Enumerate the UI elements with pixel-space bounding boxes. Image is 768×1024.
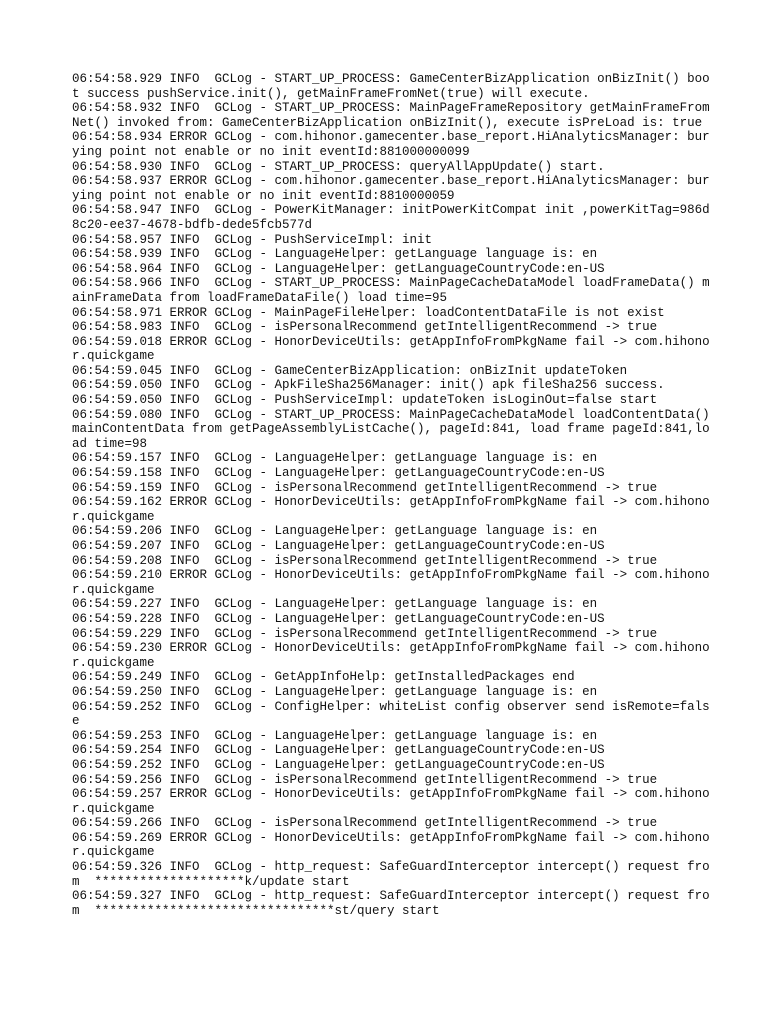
log-line: 06:54:58.947 INFO GCLog - PowerKitManager: initPowerKitCompat init ,powerKitTag=986d8c20-ee37-4678-bdfb-dede5fcb577d: [72, 203, 710, 232]
log-line: 06:54:58.983 INFO GCLog - isPersonalRecommend getIntelligentRecommend -> true: [72, 320, 658, 335]
log-line: 06:54:59.157 INFO GCLog - LanguageHelper: getLanguage language is: en: [72, 451, 598, 466]
log-line: 06:54:59.050 INFO GCLog - PushServiceImpl: updateToken isLoginOut=false start: [72, 393, 658, 408]
log-line: 06:54:58.937 ERROR GCLog - com.hihonor.gamecenter.base_report.HiAnalyticsManager: burying point not enable or no init eventId:8810000059: [72, 174, 710, 203]
log-line: 06:54:59.254 INFO GCLog - LanguageHelper: getLanguageCountryCode:en-US: [72, 743, 605, 758]
log-line: 06:54:59.269 ERROR GCLog - HonorDeviceUtils: getAppInfoFromPkgName fail -> com.hihonor.quickgame: [72, 830, 710, 860]
log-line: 06:54:59.249 INFO GCLog - GetAppInfoHelp: getInstalledPackages end: [72, 670, 575, 685]
log-line: 06:54:58.966 INFO GCLog - START_UP_PROCESS: MainPageCacheDataModel loadFrameData() mainFrameData from loadFrameDataFile() load time=95: [72, 276, 710, 305]
log-line: 06:54:59.229 INFO GCLog - isPersonalRecommend getIntelligentRecommend -> true: [72, 626, 658, 641]
log-line: 06:54:59.250 INFO GCLog - LanguageHelper: getLanguage language is: en: [72, 684, 598, 699]
log-line: 06:54:59.159 INFO GCLog - isPersonalRecommend getIntelligentRecommend -> true: [72, 480, 658, 495]
log-line: 06:54:59.253 INFO GCLog - LanguageHelper: getLanguage language is: en: [72, 728, 598, 743]
log-line: 06:54:59.206 INFO GCLog - LanguageHelper: getLanguage language is: en: [72, 524, 598, 539]
log-line: 06:54:59.227 INFO GCLog - LanguageHelper: getLanguage language is: en: [72, 597, 598, 612]
log-line: 06:54:59.158 INFO GCLog - LanguageHelper: getLanguageCountryCode:en-US: [72, 466, 605, 481]
log-line: 06:54:59.045 INFO GCLog - GameCenterBizApplication: onBizInit updateToken: [72, 363, 628, 378]
log-line: 06:54:59.327 INFO GCLog - http_request: SafeGuardInterceptor intercept() request from ********************************st/query start: [72, 889, 710, 918]
log-line: 06:54:58.929 INFO GCLog - START_UP_PROCESS: GameCenterBizApplication onBizInit() boot success pushService.init(), getMainFrameFromNet(true) will execute.: [72, 72, 710, 101]
log-document: [72, 72, 718, 918]
log-line: 06:54:59.162 ERROR GCLog - HonorDeviceUtils: getAppInfoFromPkgName fail -> com.hihonor.quickgame: [72, 495, 710, 524]
log-line: 06:54:59.326 INFO GCLog - http_request: SafeGuardInterceptor intercept() request from ********************k/update start: [72, 860, 710, 889]
log-line: 06:54:59.252 INFO GCLog - LanguageHelper: getLanguageCountryCode:en-US: [72, 757, 605, 772]
log-line: 06:54:58.932 INFO GCLog - START_UP_PROCESS: MainPageFrameRepository getMainFrameFromNet() invoked from: GameCenterBizApplication onBizInit(), execute isPreLoad is: true: [72, 101, 710, 130]
log-line: 06:54:58.971 ERROR GCLog - MainPageFileHelper: loadContentDataFile is not exist: [72, 305, 665, 320]
log-line: 06:54:59.207 INFO GCLog - LanguageHelper: getLanguageCountryCode:en-US: [72, 539, 605, 553]
log-line: 06:54:59.257 ERROR GCLog - HonorDeviceUtils: getAppInfoFromPkgName fail -> com.hihonor.quickgame: [72, 787, 710, 816]
log-line: 06:54:59.252 INFO GCLog - ConfigHelper: whiteList config observer send isRemote=false: [72, 699, 710, 729]
log-line: 06:54:58.939 INFO GCLog - LanguageHelper: getLanguage language is: en: [72, 247, 598, 262]
log-line: 06:54:59.228 INFO GCLog - LanguageHelper: getLanguageCountryCode:en-US: [72, 611, 605, 626]
log-line: 06:54:59.256 INFO GCLog - isPersonalRecommend getIntelligentRecommend -> true: [72, 772, 658, 787]
log-line: 06:54:59.050 INFO GCLog - ApkFileSha256Manager: init() apk fileSha256 success.: [72, 378, 665, 393]
log-line: 06:54:58.934 ERROR GCLog - com.hihonor.gamecenter.base_report.HiAnalyticsManager: burying point not enable or no init eventId:881000000099: [72, 130, 710, 159]
log-line: 06:54:59.230 ERROR GCLog - HonorDeviceUtils: getAppInfoFromPkgName fail -> com.hihonor.quickgame: [72, 641, 710, 670]
log-line: 06:54:59.266 INFO GCLog - isPersonalRecommend getIntelligentRecommend -> true: [72, 816, 658, 831]
log-line: 06:54:59.208 INFO GCLog - isPersonalRecommend getIntelligentRecommend -> true: [72, 553, 658, 568]
log-line: 06:54:59.210 ERROR GCLog - HonorDeviceUtils: getAppInfoFromPkgName fail -> com.hihonor.quickgame: [72, 568, 710, 597]
log-line: 06:54:58.964 INFO GCLog - LanguageHelper: getLanguageCountryCode:en-US: [72, 261, 605, 276]
log-line: 06:54:59.018 ERROR GCLog - HonorDeviceUtils: getAppInfoFromPkgName fail -> com.hihonor.quickgame: [72, 334, 710, 364]
log-line: 06:54:59.080 INFO GCLog - START_UP_PROCESS: MainPageCacheDataModel loadContentData() mainContentData from getPageAssemblyListCache(), pageId:841, load frame pageId:841,load time=98: [72, 407, 718, 451]
log-line: 06:54:58.957 INFO GCLog - PushServiceImpl: init: [72, 232, 433, 247]
log-line: 06:54:58.930 INFO GCLog - START_UP_PROCESS: queryAllAppUpdate() start.: [72, 159, 605, 174]
